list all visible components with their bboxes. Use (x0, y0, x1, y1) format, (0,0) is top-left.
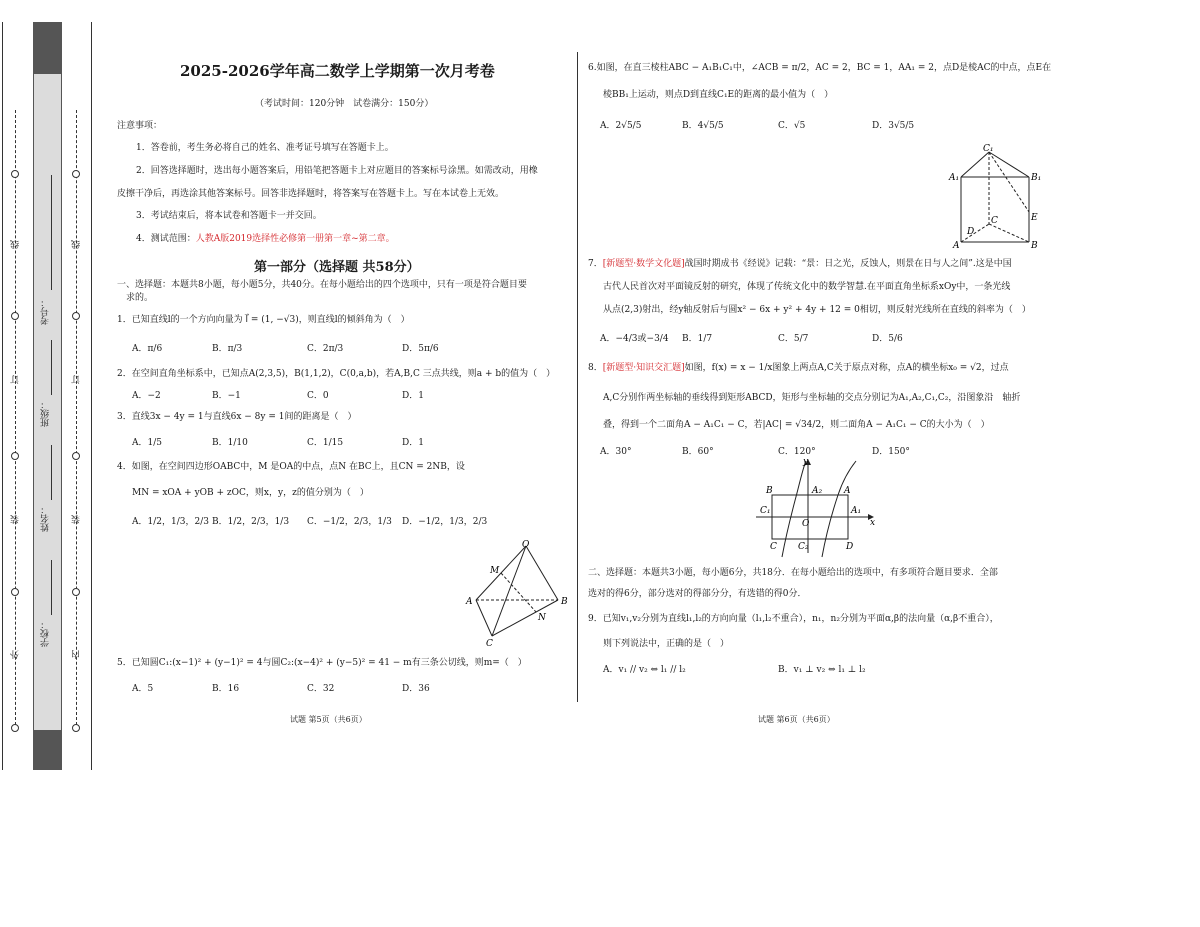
question-7-cont: 古代人民首次对平面镜反射的研究，体现了传统文化中的数学智慧.在平面直角坐标系xOy中，一条光线 (603, 282, 1011, 292)
q3-option-c[interactable]: C．1/15 (307, 438, 344, 448)
punch-hole (72, 452, 80, 460)
question-4-cont: MN = xOA + yOB + zOC，则x，y，z的值分别为（ ） (132, 488, 369, 498)
class-label: 班级： (41, 400, 51, 427)
q9-option-a[interactable]: A．v₁ // v₂ ⇔ l₁ // l₂ (603, 665, 686, 675)
binding-cap-bottom (33, 730, 62, 770)
name-label: 姓名： (41, 505, 51, 532)
notice-2-cont: 皮擦干净后，再选涂其他答案标号。回答非选择题时，将答案写在答题卡上。写在本试卷上无效。 (117, 189, 505, 199)
prism-label-a: A (953, 241, 960, 251)
punch-hole (72, 312, 80, 320)
punch-hole (72, 724, 80, 732)
question-5: 5．已知圆C₁:(x−1)² + (y−1)² = 4与圆C₂:(x−4)² + (y−5)² = 41 − m有三条公切线，则m=（ ） (117, 658, 527, 668)
outer-mark-wai: 外 (11, 650, 21, 659)
tet-label-o: O (522, 540, 530, 550)
binding-band (33, 22, 62, 770)
question-6-cont: 棱BB₁上运动，则点D到直线C₁E的距离的最小值为（ ） (603, 90, 834, 100)
question-2: 2．在空间直角坐标系中，已知点A(2,3,5)，B(1,1,2)，C(0,a,b)，若A,B,C 三点共线，则a + b的值为（ ） (117, 369, 556, 379)
punch-hole (11, 588, 19, 596)
name-field[interactable] (51, 445, 52, 500)
exam-subtitle: （考试时间：120分钟 试卷满分：150分） (255, 99, 434, 109)
q7-tag: [新题型·数学文化题] (602, 259, 685, 269)
inner-mark-ding: 订 (72, 375, 82, 384)
punch-hole (72, 170, 80, 178)
question-9: 9．已知v₁,v₂分别为直线l₁,l₂的方向向量（l₁,l₂不重合），n₁，n₂分别为平面α,β的法向量（α,β不重合）， (588, 614, 999, 624)
outer-mark-zhuang: 装 (11, 515, 21, 524)
question-1: 1．已知直线l的一个方向向量为 l⃗ = (1, −√3)，则直线l的倾斜角为（ ） (117, 315, 410, 325)
q2-option-c[interactable]: C．0 (307, 391, 329, 401)
q5-option-c[interactable]: C．32 (307, 684, 335, 694)
tet-label-n: N (538, 613, 546, 623)
question-8: 8．[新题型·知识交汇题]如图，f(x) = x − 1/x图象上两点A,C关于原点对称，点A的横坐标x₀ = √2，过点 (588, 363, 1009, 373)
graph-label-a: A (844, 486, 851, 496)
q2-option-a[interactable]: A．−2 (132, 391, 161, 401)
section1-instructions-cont: 求的。 (126, 293, 154, 303)
q4-option-a[interactable]: A．1/2，1/3，2/3 (132, 517, 209, 527)
tetrahedron-figure (460, 538, 575, 650)
inner-mark-nei: 内 (72, 650, 82, 659)
question-7: 7．[新题型·数学文化题]战国时期成书《经说》记载：“景：日之光，反蚀人，则景在日与人之间”.这是中国 (588, 259, 1012, 269)
outer-cut-line (15, 110, 16, 730)
graph-label-d: D (846, 542, 854, 552)
prism-label-c1: C₁ (983, 144, 994, 154)
class-field[interactable] (51, 340, 52, 395)
graph-label-x: x (870, 518, 876, 528)
school-label: 学校： (41, 620, 51, 647)
graph-label-y: y (803, 457, 809, 467)
prism-label-b1: B₁ (1031, 173, 1042, 183)
q7-option-d[interactable]: D．5/6 (872, 334, 903, 344)
q5-option-d[interactable]: D．36 (402, 684, 430, 694)
graph-label-a2: A₂ (812, 486, 823, 496)
question-7-cont2: 从点(2,3)射出，经y轴反射后与圆x² − 6x + y² + 4y + 12 = 0相切，则反射光线所在直线的斜率为（ ） (603, 305, 1031, 315)
q8-tag: [新题型·知识交汇题] (602, 363, 685, 373)
q2-option-d[interactable]: D．1 (402, 391, 424, 401)
outer-mark-xian: 线 (11, 240, 21, 249)
function-graph-figure (752, 455, 877, 560)
punch-hole (72, 588, 80, 596)
school-field[interactable] (51, 560, 52, 615)
q5-option-b[interactable]: B．16 (212, 684, 240, 694)
question-3: 3．直线3x − 4y = 1与直线6x − 8y = 1间的距离是（ ） (117, 412, 357, 422)
graph-label-b: B (766, 486, 773, 496)
prism-figure (945, 140, 1045, 252)
tet-label-c: C (486, 639, 493, 649)
notice-1: 1．答卷前，考生务必将自己的姓名、准考证号填写在答题卡上。 (136, 143, 394, 153)
q4-option-c[interactable]: C．−1/2，2/3，1/3 (307, 517, 392, 527)
prism-label-d: D (967, 227, 975, 237)
prism-label-e: E (1031, 213, 1038, 223)
right-page-footer: 试题 第6页（共6页） (758, 715, 835, 724)
prism-label-a1: A₁ (949, 173, 960, 183)
q9-option-b[interactable]: B．v₁ ⊥ v₂ ⇔ l₁ ⊥ l₂ (778, 665, 866, 675)
section2-instructions-cont: 选对的得6分，部分选对的得部分分，有选错的得0分． (588, 589, 807, 599)
q3-option-b[interactable]: B．1/10 (212, 438, 248, 448)
q6-option-c[interactable]: C．√5 (778, 121, 806, 131)
question-8-cont2: 叠，得到一个二面角A − A₁C₁ − C，若|AC| = √34/2，则二面角A − A₁C₁ − C的大小为（ ） (603, 420, 990, 430)
q6-option-b[interactable]: B．4√5/5 (682, 121, 724, 131)
section1-instructions: 一、选择题：本题共8小题，每小题5分，共40分。在每小题给出的四个选项中，只有一项是符合题目要 (117, 280, 527, 290)
graph-label-c1: C₁ (760, 506, 771, 516)
left-page-footer: 试题 第5页（共6页） (290, 715, 367, 724)
q6-option-d[interactable]: D．3√5/5 (872, 121, 915, 131)
q4-option-b[interactable]: B．1/2，2/3，1/3 (212, 517, 290, 527)
outer-mark-ding: 订 (11, 375, 21, 384)
part-title: 第一部分（选择题 共58分） (254, 260, 420, 275)
tet-label-m: M (490, 566, 500, 576)
punch-hole (11, 312, 19, 320)
q8-option-a[interactable]: A．30° (600, 447, 632, 457)
notice-2: 2．回答选择题时，选出每小题答案后，用铅笔把答题卡上对应题目的答案标号涂黑。如需改动，用橡 (136, 166, 538, 176)
notice-3: 3．考试结束后，将本试卷和答题卡一并交回。 (136, 211, 322, 221)
punch-hole (11, 170, 19, 178)
question-4: 4．如图，在空间四边形OABC中，M 是OA的中点，点N 在BC上，且CN = 2NB，设 (117, 462, 465, 472)
q7-option-c[interactable]: C．5/7 (778, 334, 809, 344)
column-divider (577, 52, 578, 702)
punch-hole (11, 452, 19, 460)
prism-label-b: B (1031, 241, 1038, 251)
exam-no-field[interactable] (51, 175, 52, 290)
q8-option-c[interactable]: C．120° (778, 447, 816, 457)
notice-4: 4．测试范围：人教A版2019选择性必修第一册第一章~第二章。 (136, 234, 395, 244)
question-8-cont: A,C分别作两坐标轴的垂线得到矩形ABCD，矩形与坐标轴的交点分别记为A₁,A₂,C₁,C₂，沿图象沿 轴折 (603, 393, 1021, 403)
tet-label-a: A (466, 597, 473, 607)
q8-option-b[interactable]: B．60° (682, 447, 714, 457)
q6-option-a[interactable]: A．2√5/5 (600, 121, 642, 131)
graph-label-c2: C₂ (798, 542, 809, 552)
graph-label-c: C (770, 542, 777, 552)
inner-cut-line (76, 110, 77, 730)
q7-option-b[interactable]: B．1/7 (682, 334, 713, 344)
section2-instructions: 二、选择题：本题共3小题，每小题6分，共18分．在每小题给出的选项中，有多项符合题目要求．全部 (588, 568, 998, 578)
q1-option-c[interactable]: C．2π/3 (307, 344, 344, 354)
inner-mark-xian: 线 (72, 240, 82, 249)
q1-option-a[interactable]: A．π/6 (132, 344, 163, 354)
question-9-cont: 则下列说法中，正确的是（ ） (603, 639, 730, 649)
test-range: 人教A版2019选择性必修第一册第一章~第二章。 (195, 234, 395, 244)
graph-label-o: O (802, 519, 810, 529)
question-6: 6.如图，在直三棱柱ABC − A₁B₁C₁中，∠ACB = π/2，AC = 2，BC = 1，AA₁ = 2，点D是棱AC的中点，点E在 (588, 63, 1052, 73)
exam-title: 2025-2026学年高二数学上学期第一次月考卷 (180, 62, 495, 80)
prism-label-c: C (991, 216, 998, 226)
q1-option-d[interactable]: D．5π/6 (402, 344, 439, 354)
q1-option-b[interactable]: B．π/3 (212, 344, 243, 354)
tet-label-b: B (561, 597, 568, 607)
binding-cap-top (33, 22, 62, 74)
q3-option-a[interactable]: A．1/5 (132, 438, 162, 448)
inner-mark-zhuang: 装 (72, 515, 82, 524)
q4-option-d[interactable]: D．−1/2，1/3，2/3 (402, 517, 488, 527)
exam-no-label: 考号： (41, 298, 51, 325)
q5-option-a[interactable]: A．5 (132, 684, 154, 694)
q3-option-d[interactable]: D．1 (402, 438, 424, 448)
punch-hole (11, 724, 19, 732)
q2-option-b[interactable]: B．−1 (212, 391, 241, 401)
q8-option-d[interactable]: D．150° (872, 447, 910, 457)
q7-option-a[interactable]: A．−4/3或−3/4 (600, 334, 669, 344)
notice-heading: 注意事项： (117, 121, 163, 131)
graph-label-a1: A₁ (851, 506, 862, 516)
